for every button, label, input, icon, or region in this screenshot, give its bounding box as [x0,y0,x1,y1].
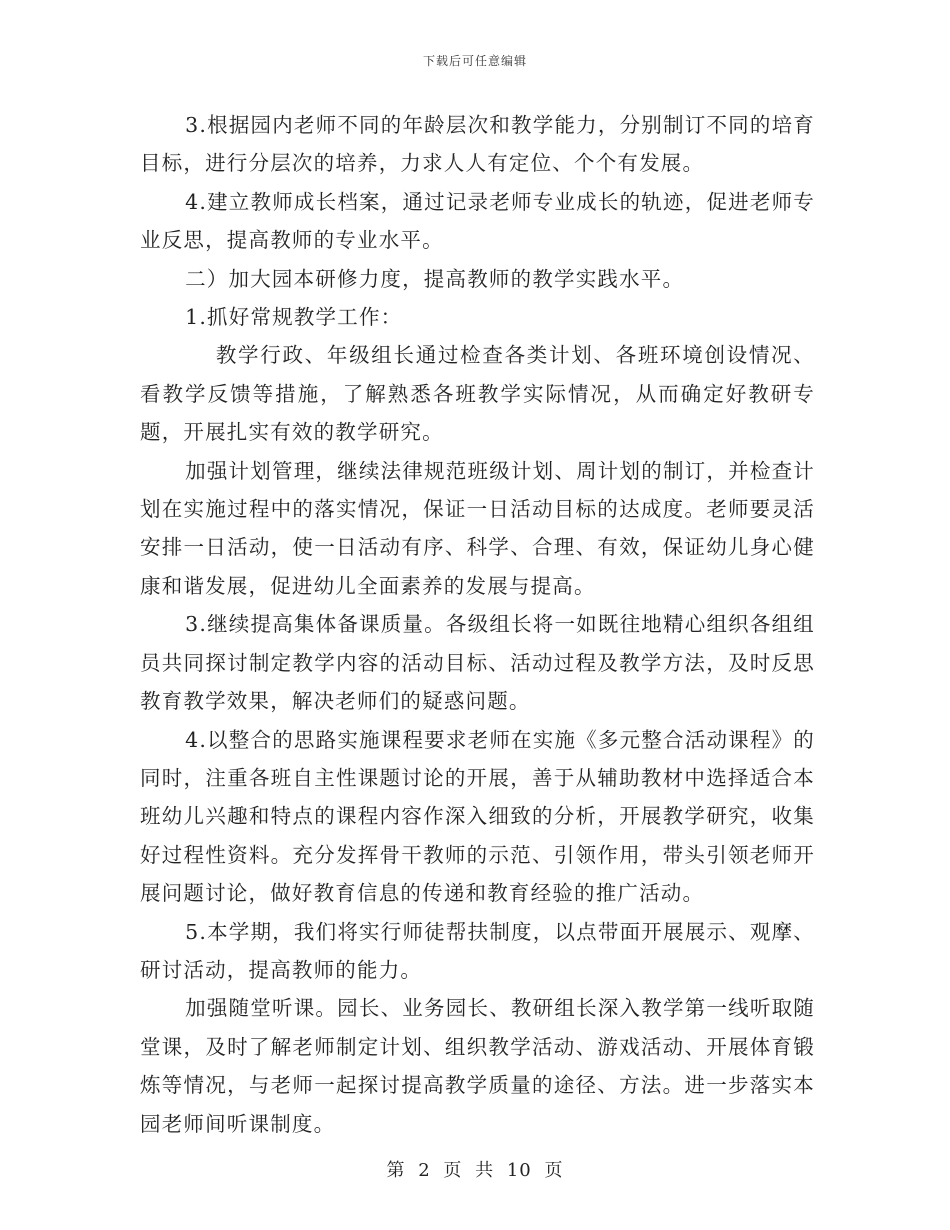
paragraph: 加强随堂听课。园长、业务园长、教研组长深入教学第一线听取随堂课，及时了解老师制定计划、组织教学活动、游戏活动、开展体育锻炼等情况，与老师一起探讨提高教学质量的途径、方法。进一步落实本园老师间听课制度。 [140,996,815,1136]
paragraph: 加强计划管理，继续法律规范班级计划、周计划的制订，并检查计划在实施过程中的落实情况，保证一日活动目标的达成度。老师要灵活安排一日活动，使一日活动有序、科学、合理、有效，保证幼儿身心健康和谐发展，促进幼儿全面素养的发展与提高。 [140,458,815,598]
paragraph: 二）加大园本研修力度，提高教师的教学实践水平。 [185,266,685,291]
paragraph: 3.根据园内老师不同的年龄层次和教学能力，分别制订不同的培育目标，进行分层次的培养，力求人人有定位、个个有发展。 [140,113,815,176]
paragraph: 教学行政、年级组长通过检查各类计划、各班环境创设情况、看教学反馈等措施，了解熟悉各班教学实际情况，从而确定好教研专题，开展扎实有效的教学研究。 [140,343,815,445]
page-header: 下载后可任意编辑 [422,54,527,68]
paragraph: 4.建立教师成长档案，通过记录老师专业成长的轨迹，促进老师专业反思，提高教师的专业水平。 [140,189,815,253]
document-body [140,106,815,1143]
paragraph: 1.抓好常规教学工作： [185,305,403,330]
paragraph: 4.以整合的思路实施课程要求老师在实施《多元整合活动课程》的同时，注重各班自主性课题讨论的开展，善于从辅助教材中选择适合本班幼儿兴趣和特点的课程内容作深入细致的分析，开展教学研究，收集好过程性资料。充分发挥骨干教师的示范、引领作用，带头引领老师开展问题讨论，做好教育信息的传递和教育经验的推广活动。 [140,727,815,906]
page-number-footer: 第 2 页 共 10 页 [386,1160,564,1181]
paragraph: 5.本学期，我们将实行师徒帮扶制度，以点带面开展展示、观摩、研讨活动，提高教师的能力。 [140,919,815,982]
paragraph: 3.继续提高集体备课质量。各级组长将一如既往地精心组织各组组员共同探讨制定教学内容的活动目标、活动过程及教学方法，及时反思教育教学效果，解决老师们的疑惑问题。 [140,612,815,714]
